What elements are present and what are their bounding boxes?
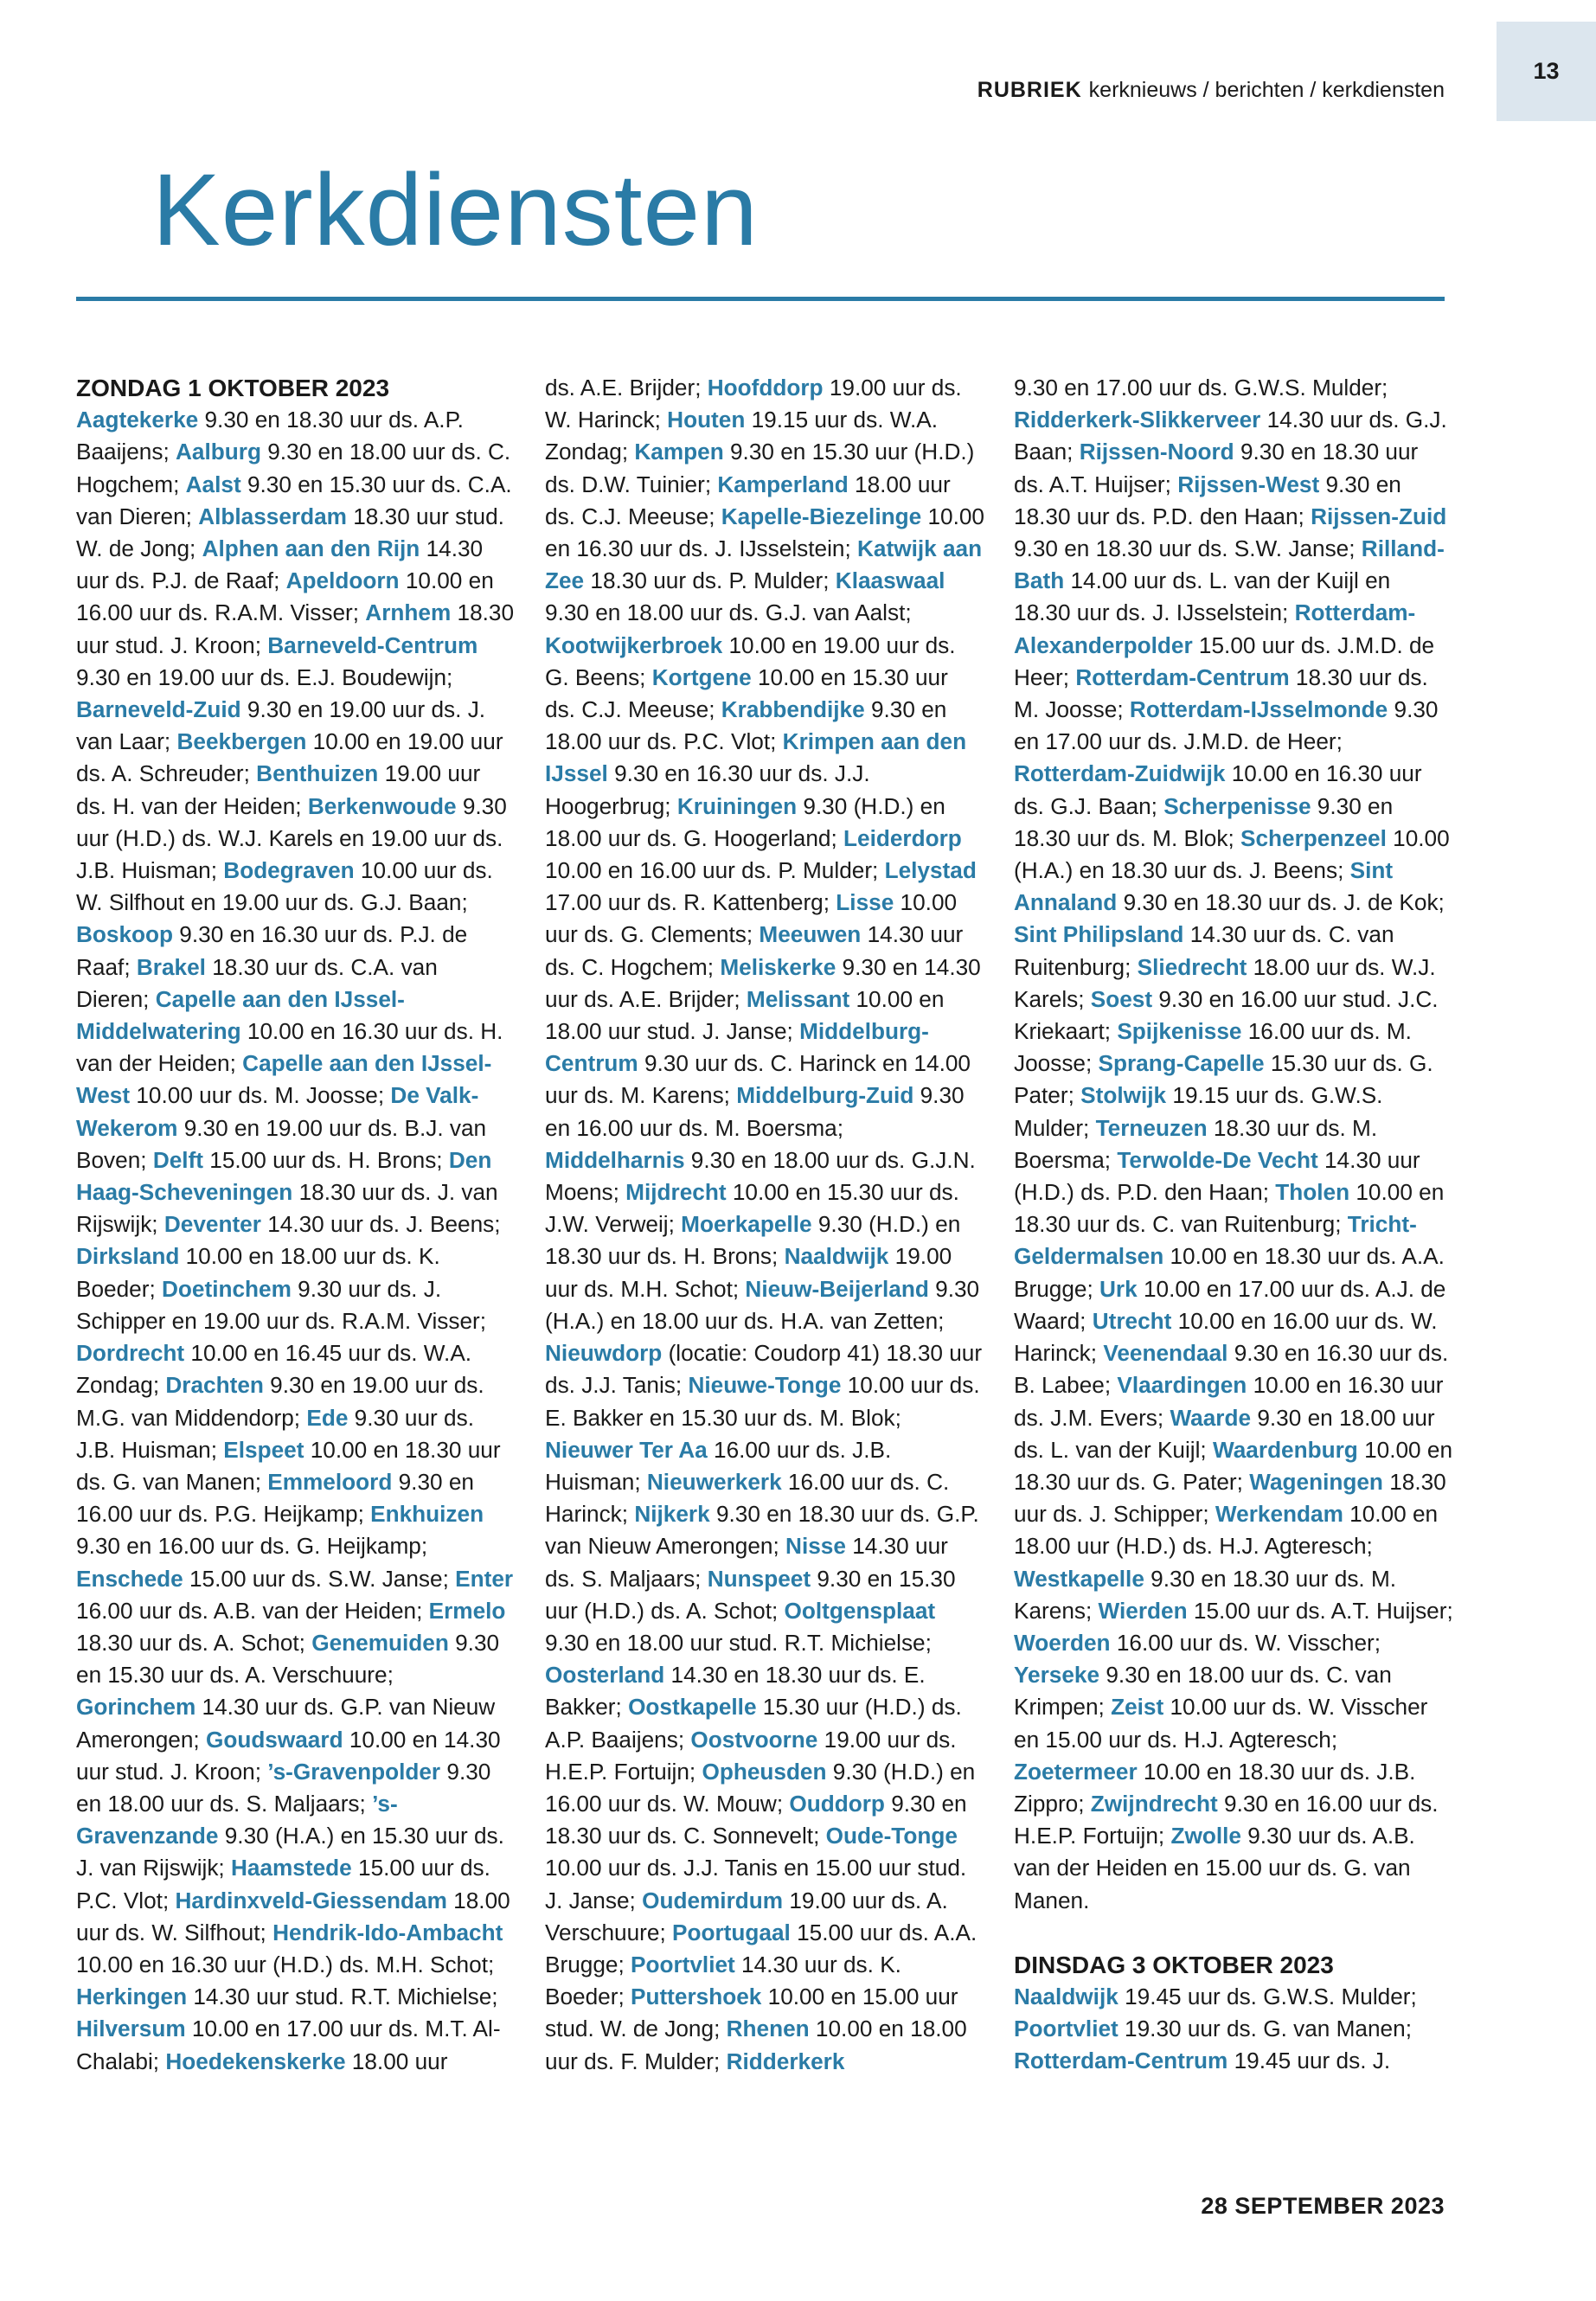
service-details: 10.00 en 18.30 uur ds. J.B. Zippro; [1014, 1758, 1416, 1817]
service-details: 10.00 en 16.00 uur ds. W. Harinck; [1014, 1307, 1438, 1367]
service-details: 9.30 en 16.00 uur ds. M. Boersma; [545, 1082, 965, 1141]
place-name: Zoetermeer [1014, 1758, 1138, 1785]
place-name: Den Haag-Scheveningen [76, 1146, 492, 1206]
service-details: 19.15 uur ds. W.A. Zondag; [545, 407, 939, 465]
service-details: 14.30 uur ds. G.J. Baan; [1014, 407, 1447, 465]
place-name: Hoofddorp [707, 375, 824, 401]
place-name: Hilversum [76, 2016, 186, 2042]
service-details: 10.00 en 15.30 uur ds. J.W. Verweij; [545, 1179, 959, 1238]
place-name: Waarde [1170, 1404, 1252, 1431]
title-divider [76, 297, 1445, 301]
place-name: Naaldwijk [1014, 1983, 1118, 2009]
place-name: Elspeet [223, 1436, 304, 1463]
service-details: 18.30 uur ds. J. Schipper; [1014, 1468, 1446, 1528]
service-details: ds. A.E. Brijder; [545, 375, 708, 401]
service-details: 14.30 en 18.30 uur ds. E. Bakker; [545, 1662, 926, 1721]
place-name: Yerseke [1014, 1662, 1100, 1689]
place-name: Doetinchem [162, 1275, 292, 1302]
place-name: Benthuizen [256, 760, 379, 787]
service-details: 9.30 uur ds. J.B. Huisman; [76, 1404, 474, 1463]
service-details: 10.00 en 18.30 uur ds. A.A. Brugge; [1014, 1243, 1445, 1302]
place-name: Arnhem [365, 599, 452, 626]
service-details: 10.00 en 14.30 uur stud. J. Kroon; [76, 1726, 501, 1785]
place-name: Aalst [185, 471, 241, 497]
place-name: Goudswaard [205, 1726, 343, 1753]
service-details: 10.00 en 19.00 uur ds. G. Beens; [545, 631, 956, 690]
place-name: Oostvoorne [690, 1726, 818, 1753]
place-name: Klaaswaal [835, 567, 945, 594]
service-details: 9.30 en 18.30 uur ds. M. Blok; [1014, 792, 1394, 851]
service-details: 10.00 uur ds. J.J. Tanis en 15.00 uur stud. J. Janse; [545, 1855, 967, 1913]
service-details: 9.30 en 18.00 uur ds. P.C. Vlot; [545, 696, 947, 755]
place-name: Herkingen [76, 1984, 188, 2010]
place-name: Utrecht [1092, 1307, 1172, 1334]
service-details: 19.30 uur ds. G. van Manen; [1118, 2016, 1412, 2042]
service-details: 9.30 en 18.00 uur ds. C. van Krimpen; [1014, 1662, 1392, 1721]
column-1 [76, 372, 516, 2078]
place-name: Leiderdorp [843, 824, 962, 851]
service-details: 19.00 uur ds. H.E.P. Fortuijn; [545, 1726, 957, 1785]
place-name: Oudemirdum [642, 1887, 784, 1913]
place-name: Wageningen [1249, 1468, 1383, 1495]
place-name: Hoedekenskerke [165, 2048, 346, 2074]
place-name: Krabbendijke [721, 696, 865, 723]
service-details: 9.30 en 16.00 uur ds. P.G. Heijkamp; [76, 1468, 474, 1528]
place-name: Kamperland [717, 471, 849, 497]
place-name: Zwolle [1170, 1823, 1241, 1849]
place-name: Delft [152, 1146, 204, 1173]
service-details: 10.00 en 18.00 uur ds. K. Boeder; [76, 1243, 440, 1302]
service-details: 19.15 uur ds. G.W.S. Mulder; [1014, 1082, 1383, 1141]
service-details: 9.30 en 18.30 uur ds. G.P. van Nieuw Amerongen; [545, 1501, 979, 1560]
place-name: Meeuwen [759, 921, 862, 948]
place-name: Aalburg [176, 439, 261, 465]
place-name: Ooltgensplaat [784, 1597, 936, 1624]
place-name: Tricht-Geldermalsen [1014, 1211, 1417, 1270]
service-details: 10.00 uur ds. W. Visscher en 15.00 uur ds. H.J. Agteresch; [1014, 1694, 1428, 1753]
service-details: 10.00 en 18.30 uur ds. G. van Manen; [76, 1436, 501, 1495]
service-paragraph [545, 372, 984, 2078]
place-name: Kapelle-Biezelinge [721, 503, 922, 529]
place-name: Sint Philipsland [1014, 921, 1184, 948]
place-name: Drachten [165, 1372, 264, 1399]
place-name: Kampen [634, 439, 724, 465]
place-name: Nieuwdorp [545, 1340, 663, 1367]
service-details: 16.00 uur ds. A.B. van der Heiden; [76, 1597, 429, 1624]
place-name: Ridderkerk-Slikkerveer [1014, 407, 1261, 433]
service-details: 15.00 uur ds. S.W. Janse; [183, 1565, 456, 1592]
service-details: 10.00 en 16.30 uur ds. J. IJsselstein; [545, 503, 984, 562]
service-details: 9.30 en 19.00 uur ds. J. van Laar; [76, 696, 486, 755]
service-details: 18.30 uur ds. M. Joosse; [1014, 663, 1428, 723]
place-name: Rotterdam-Alexanderpolder [1014, 599, 1416, 658]
place-name: Mijdrecht [625, 1179, 727, 1206]
service-details: 14.30 uur ds. G.P. van Nieuw Amerongen; [76, 1694, 496, 1753]
service-details: 16.00 uur ds. W. Visscher; [1110, 1629, 1381, 1656]
service-details: 14.30 uur (H.D.) ds. P.D. den Haan; [1014, 1146, 1420, 1206]
place-name: Scherpenzeel [1240, 824, 1387, 851]
place-name: Barneveld-Zuid [76, 696, 241, 723]
place-name: Urk [1099, 1275, 1138, 1302]
place-name: Moerkapelle [681, 1211, 812, 1238]
place-name: Aagtekerke [76, 407, 199, 433]
place-name: Lisse [836, 889, 894, 916]
place-name: Nieuw-Beijerland [745, 1275, 929, 1302]
service-details: 9.30 en 18.00 uur stud. R.T. Michielse; [545, 1629, 932, 1656]
place-name: Apeldoorn [285, 567, 400, 594]
place-name: Spijkenisse [1117, 1018, 1242, 1045]
place-name: Oude-Tonge [825, 1823, 958, 1849]
section-header [977, 78, 1445, 103]
place-name: Rijssen-West [1177, 471, 1320, 497]
place-name: Werkendam [1215, 1501, 1343, 1528]
service-details: 9.30 en 15.30 uur (H.D.) ds. A. Schot; [545, 1565, 956, 1624]
place-name: Sprang-Capelle [1098, 1050, 1265, 1077]
place-name: Vlaardingen [1117, 1372, 1247, 1399]
place-name: Poortugaal [672, 1919, 791, 1945]
place-name: Kruiningen [676, 792, 798, 819]
service-details: 9.30 en 17.00 uur ds. G.W.S. Mulder; [1014, 375, 1388, 401]
service-details: 15.00 uur ds. H. Brons; [203, 1146, 449, 1173]
service-details: 9.30 en 18.30 uur ds. A.P. Baaijens; [76, 407, 464, 465]
service-details: 14.30 uur stud. R.T. Michielse; [187, 1984, 498, 2010]
place-name: Middelburg-Centrum [545, 1018, 929, 1077]
service-details: 18.30 uur ds. C.A. van Dieren; [76, 953, 438, 1012]
service-details: 10.00 uur ds. W. Silfhout en 19.00 uur ds. G.J. Baan; [76, 857, 493, 916]
service-details: 9.30 en 18.30 uur ds. M. Karens; [1014, 1565, 1397, 1624]
page-title: Kerkdiensten [152, 153, 759, 267]
place-name: Oostkapelle [628, 1694, 757, 1721]
place-name: Hendrik-Ido-Ambacht [272, 1919, 503, 1945]
service-details: 10.00 en 19.00 uur ds. A. Schreuder; [76, 728, 503, 787]
service-details: 18.30 uur stud. J. Kroon; [76, 599, 515, 658]
service-details: 18.30 uur ds. P. Mulder; [584, 567, 836, 594]
service-details: 9.30 en 18.30 uur ds. S.W. Janse; [1014, 535, 1362, 562]
place-name: Krimpen aan den IJssel [545, 728, 967, 787]
place-name: Gorinchem [76, 1694, 196, 1721]
service-details: 10.00 en 16.00 uur ds. P. Mulder; [545, 857, 885, 884]
service-details: 10.00 en 15.30 uur ds. C.J. Meeuse; [545, 663, 948, 723]
place-name: Tholen [1275, 1179, 1350, 1206]
service-details: 15.00 uur ds. J.M.D. de Heer; [1014, 631, 1435, 690]
place-name: Dordrecht [76, 1340, 185, 1367]
service-details: 10.00 en 18.30 uur ds. C. van Ruitenburg; [1014, 1179, 1445, 1238]
service-details: 9.30 en 15.30 uur ds. A. Verschuure; [76, 1629, 500, 1689]
service-details: 9.30 en 16.30 uur ds. P.J. de Raaf; [76, 921, 468, 980]
rubriek-label: RUBRIEK [977, 78, 1082, 102]
place-name: Ouddorp [789, 1790, 885, 1817]
service-details: 10.00 en 16.45 uur ds. W.A. Zondag; [76, 1340, 472, 1399]
column-3 [1014, 372, 1453, 2078]
place-name: Poortvliet [631, 1951, 735, 1977]
place-name: Hardinxveld-Giessendam [175, 1887, 447, 1913]
service-details: 9.30 en 16.00 uur stud. J.C. Kriekaart; [1014, 985, 1439, 1045]
service-details: 9.30 en 18.30 uur ds. P.D. den Haan; [1014, 471, 1401, 529]
place-name: Alphen aan den Rijn [202, 535, 420, 562]
place-name: Stolwijk [1080, 1082, 1167, 1109]
place-name: Woerden [1014, 1629, 1111, 1656]
place-name: Barneveld-Centrum [267, 631, 478, 658]
place-name: Poortvliet [1014, 2016, 1118, 2042]
service-details: 9.30 en 18.00 uur ds. C. Hogchem; [76, 439, 511, 497]
service-details: 9.30 en 16.00 uur ds. G. Heijkamp; [76, 1533, 428, 1560]
service-details: 10.00 uur ds. E. Bakker en 15.30 uur ds. M. Blok; [545, 1372, 980, 1431]
service-details: 19.45 uur ds. J. [1227, 2048, 1391, 2074]
service-details: 9.30 uur (H.D.) ds. W.J. Karels en 19.00 uur ds. J.B. Huisman; [76, 792, 507, 884]
place-name: Beekbergen [176, 728, 307, 755]
place-name: Enkhuizen [370, 1501, 484, 1528]
place-name: Boskoop [76, 921, 174, 948]
service-details: 10.00 en 18.00 uur stud. J. Janse; [545, 985, 945, 1045]
service-details: 14.00 uur ds. L. van der Kuijl en 18.30 uur ds. J. IJsselstein; [1014, 567, 1391, 626]
service-details: 9.30 en 14.30 uur ds. A.E. Brijder; [545, 953, 981, 1012]
service-details: 14.30 uur ds. J. Beens; [260, 1211, 501, 1238]
service-details: 15.30 uur (H.D.) ds. A.P. Baaijens; [545, 1694, 962, 1753]
place-name: Houten [667, 407, 746, 433]
place-name: Terneuzen [1095, 1114, 1208, 1141]
service-details: 9.30 uur ds. C. Harinck en 14.00 uur ds. M. Karens; [545, 1050, 971, 1109]
place-name: Sliedrecht [1137, 953, 1247, 980]
service-details: 9.30 (H.D.) en 18.30 uur ds. H. Brons; [545, 1211, 961, 1270]
service-details: 9.30 en 18.30 uur ds. A.T. Huijser; [1014, 439, 1419, 497]
place-name: Rotterdam-Centrum [1014, 2048, 1228, 2074]
service-details: 10.00 uur ds. M. Joosse; [130, 1082, 391, 1109]
service-details: 18.00 uur ds. C.J. Meeuse; [545, 471, 951, 529]
place-name: Enschede [76, 1565, 183, 1592]
service-details: 9.30 en 16.00 uur ds. H.E.P. Fortuijn; [1014, 1790, 1439, 1849]
place-name: Westkapelle [1014, 1565, 1144, 1592]
place-name: Haamstede [230, 1855, 352, 1881]
service-details: 14.30 uur ds. C. Hogchem; [545, 921, 964, 980]
place-name: ’s-Gravenzande [76, 1790, 398, 1849]
service-details: 18.30 uur ds. A. Schot; [76, 1629, 312, 1656]
service-details: 14.30 uur ds. K. Boeder; [545, 1951, 901, 2010]
service-details: 9.30 uur ds. A.B. van der Heiden en 15.00 uur ds. G. van Manen. [1014, 1823, 1415, 1913]
place-name: Dirksland [76, 1243, 180, 1270]
service-details: 9.30 en 15.30 uur ds. C.A. van Dieren; [76, 471, 512, 529]
place-name: Wierden [1098, 1597, 1188, 1624]
place-name: Zeist [1111, 1694, 1164, 1721]
place-name: Sint Annaland [1014, 857, 1394, 916]
service-details: 10.00 uur ds. G. Clements; [545, 889, 958, 948]
service-details: 10.00 en 18.00 uur (H.D.) ds. H.J. Agteresch; [1014, 1501, 1439, 1560]
service-details: 9.30 en 16.30 uur ds. J.J. Hoogerbrug; [545, 760, 870, 819]
service-details: 18.00 uur ds. W. Silfhout; [76, 1887, 510, 1945]
place-name: Waardenburg [1213, 1436, 1358, 1463]
place-name: Capelle aan den IJssel-Middelwatering [76, 985, 405, 1045]
place-name: Kortgene [651, 663, 752, 690]
service-details: 14.30 uur ds. P.J. de Raaf; [76, 535, 484, 594]
service-details: 10.00 en 16.00 uur ds. R.A.M. Visser; [76, 567, 494, 626]
service-details: 16.00 uur ds. M. Joosse; [1014, 1018, 1412, 1077]
place-name: Melissant [746, 985, 850, 1012]
service-details: 10.00 en 18.00 uur ds. F. Mulder; [545, 2016, 967, 2074]
place-name: Soest [1090, 985, 1153, 1012]
place-name: Genemuiden [311, 1629, 449, 1656]
place-name: Nieuwer Ter Aa [545, 1436, 708, 1463]
service-details: 10.00 en 18.30 uur ds. G. Pater; [1014, 1436, 1453, 1495]
service-details: (locatie: Coudorp 41) 18.30 uur ds. J.J. Tanis; [545, 1340, 983, 1399]
place-name: Naaldwijk [784, 1243, 889, 1270]
service-details: 9.30 en 18.00 uur ds. G.J.N. Moens; [545, 1146, 976, 1206]
service-details: 10.00 en 16.30 uur ds. J.M. Evers; [1014, 1372, 1444, 1431]
service-details: 9.30 en 18.30 uur ds. J. de Kok; [1117, 889, 1445, 916]
place-name: Nijkerk [634, 1501, 710, 1528]
place-name: Rhenen [726, 2016, 810, 2042]
place-name: Zwijndrecht [1090, 1790, 1218, 1817]
place-name: Katwijk aan Zee [545, 535, 983, 594]
place-name: Bodegraven [223, 857, 355, 884]
service-details: 16.00 uur ds. J.B. Huisman; [545, 1436, 892, 1495]
service-details: 15.30 uur ds. G. Pater; [1014, 1050, 1433, 1109]
place-name: Berkenwoude [307, 792, 457, 819]
service-details: 9.30 en 18.00 uur ds. L. van der Kuijl; [1014, 1404, 1435, 1463]
service-details: 10.00 en 15.00 uur stud. W. de Jong; [545, 1984, 958, 2042]
date-heading: DINSDAG 3 OKTOBER 2023 [1014, 1951, 1334, 1978]
place-name: Ede [306, 1404, 349, 1431]
service-details: 10.00 en 16.30 uur ds. G.J. Baan; [1014, 760, 1422, 819]
service-details: 10.00 en 16.30 uur (H.D.) ds. M.H. Schot; [76, 1951, 495, 1977]
place-name: Meliskerke [720, 953, 836, 980]
place-name: Nisse [785, 1533, 846, 1560]
service-details: 9.30 en 15.30 uur (H.D.) ds. D.W. Tuinier; [545, 439, 975, 497]
place-name: Middelharnis [545, 1146, 685, 1173]
place-name: Ridderkerk [726, 2048, 845, 2074]
place-name: Nieuwerkerk [646, 1468, 782, 1495]
service-details: 14.30 uur ds. S. Maljaars; [545, 1533, 948, 1592]
place-name: Kootwijkerbroek [545, 631, 723, 658]
place-name: Ermelo [428, 1597, 506, 1624]
service-details: 18.00 uur ds. W.J. Karels; [1014, 953, 1436, 1012]
place-name: Alblasserdam [198, 503, 347, 529]
service-details: 18.00 uur [345, 2048, 448, 2074]
place-name: Rijssen-Zuid [1311, 503, 1447, 529]
place-name: Veenendaal [1103, 1340, 1228, 1367]
rubriek-text: kerknieuws / berichten / kerkdiensten [1088, 78, 1445, 102]
service-details: 18.30 uur stud. W. de Jong; [76, 503, 504, 562]
place-name: Emmeloord [267, 1468, 393, 1495]
service-paragraph [1014, 1981, 1453, 2078]
service-details: 9.30 (H.D.) en 16.00 uur ds. W. Mouw; [545, 1758, 976, 1817]
service-details: 14.30 uur ds. C. van Ruitenburg; [1014, 921, 1394, 980]
service-details: 16.00 uur ds. C. Harinck; [545, 1468, 950, 1528]
service-paragraph [76, 404, 516, 2078]
service-details: 10.00 en 17.00 uur ds. M.T. Al-Chalabi; [76, 2016, 501, 2074]
page-number: 13 [1497, 22, 1596, 121]
place-name: Scherpenisse [1163, 792, 1311, 819]
service-details: 9.30 uur ds. J. Schipper en 19.00 uur ds. R.A.M. Visser; [76, 1275, 487, 1334]
place-name: Nunspeet [707, 1565, 811, 1592]
place-name: Terwolde-De Vecht [1117, 1146, 1318, 1173]
column-2 [545, 372, 984, 2078]
service-details: 19.00 uur ds. W. Harinck; [545, 375, 962, 433]
service-details: 10.00 en 16.30 uur ds. H. van der Heiden; [76, 1018, 503, 1077]
place-name: Rotterdam-Centrum [1075, 663, 1290, 690]
place-name: Puttershoek [631, 1984, 762, 2010]
place-name: Rilland-Bath [1014, 535, 1445, 594]
service-details: 15.00 uur ds. A.A. Brugge; [545, 1919, 977, 1977]
service-details: 19.00 uur ds. M.H. Schot; [545, 1243, 952, 1302]
service-details: 9.30 en 18.00 uur ds. S. Maljaars; [76, 1758, 491, 1817]
service-details: 17.00 uur ds. R. Kattenberg; [545, 889, 836, 916]
place-name: Enter [455, 1565, 514, 1592]
service-details: 10.00 (H.A.) en 18.30 uur ds. J. Beens; [1014, 824, 1450, 884]
service-details: 18.30 uur ds. J. van Rijswijk; [76, 1179, 498, 1238]
service-details: 10.00 en 17.00 uur ds. A.J. de Waard; [1014, 1275, 1446, 1334]
service-details: 9.30 en 16.30 uur ds. B. Labee; [1014, 1340, 1449, 1399]
footer-date: 28 SEPTEMBER 2023 [1201, 2193, 1445, 2219]
place-name: De Valk-Wekerom [76, 1082, 479, 1141]
place-name: Deventer [163, 1211, 261, 1238]
service-details: 9.30 en 18.00 uur ds. G.J. van Aalst; [545, 599, 912, 626]
service-details: 9.30 en 19.00 uur ds. E.J. Boudewijn; [76, 663, 453, 690]
date-heading: ZONDAG 1 OKTOBER 2023 [76, 375, 390, 401]
service-details: 19.45 uur ds. G.W.S. Mulder; [1118, 1983, 1417, 2009]
place-name: Middelburg-Zuid [736, 1082, 914, 1109]
place-name: Nieuwe-Tonge [688, 1372, 842, 1399]
service-details: 9.30 en 19.00 uur ds. M.G. van Middendorp; [76, 1372, 484, 1431]
place-name: Opheusden [702, 1758, 827, 1785]
service-details: 18.30 uur ds. M. Boersma; [1014, 1114, 1378, 1173]
place-name: Rotterdam-IJsselmonde [1129, 696, 1388, 723]
place-name: Rotterdam-Zuidwijk [1014, 760, 1226, 787]
service-details: 15.00 uur ds. A.T. Huijser; [1187, 1597, 1453, 1624]
place-name: ’s-Gravenpolder [267, 1758, 441, 1785]
service-details: 9.30 en 19.00 uur ds. B.J. van Boven; [76, 1114, 487, 1173]
service-details: 19.00 uur ds. H. van der Heiden; [76, 760, 481, 819]
service-details: 9.30 (H.A.) en 15.30 uur ds. J. van Rijswijk; [76, 1823, 504, 1881]
place-name: Rijssen-Noord [1079, 439, 1234, 465]
place-name: Capelle aan den IJssel-West [76, 1050, 492, 1109]
service-details: 19.00 uur ds. A. Verschuure; [545, 1887, 948, 1945]
place-name: Brakel [136, 953, 206, 980]
place-name: Oosterland [545, 1662, 665, 1689]
service-details: 9.30 (H.A.) en 18.00 uur ds. H.A. van Zetten; [545, 1275, 980, 1334]
service-paragraph [1014, 372, 1453, 1917]
service-details: 9.30 en 17.00 uur ds. J.M.D. de Heer; [1014, 696, 1439, 755]
place-name: Lelystad [884, 857, 977, 884]
service-details: 9.30 (H.D.) en 18.00 uur ds. G. Hoogerland; [545, 792, 945, 851]
service-details: 9.30 en 18.30 uur ds. C. Sonnevelt; [545, 1790, 967, 1849]
service-details: 15.00 uur ds. P.C. Vlot; [76, 1855, 490, 1913]
